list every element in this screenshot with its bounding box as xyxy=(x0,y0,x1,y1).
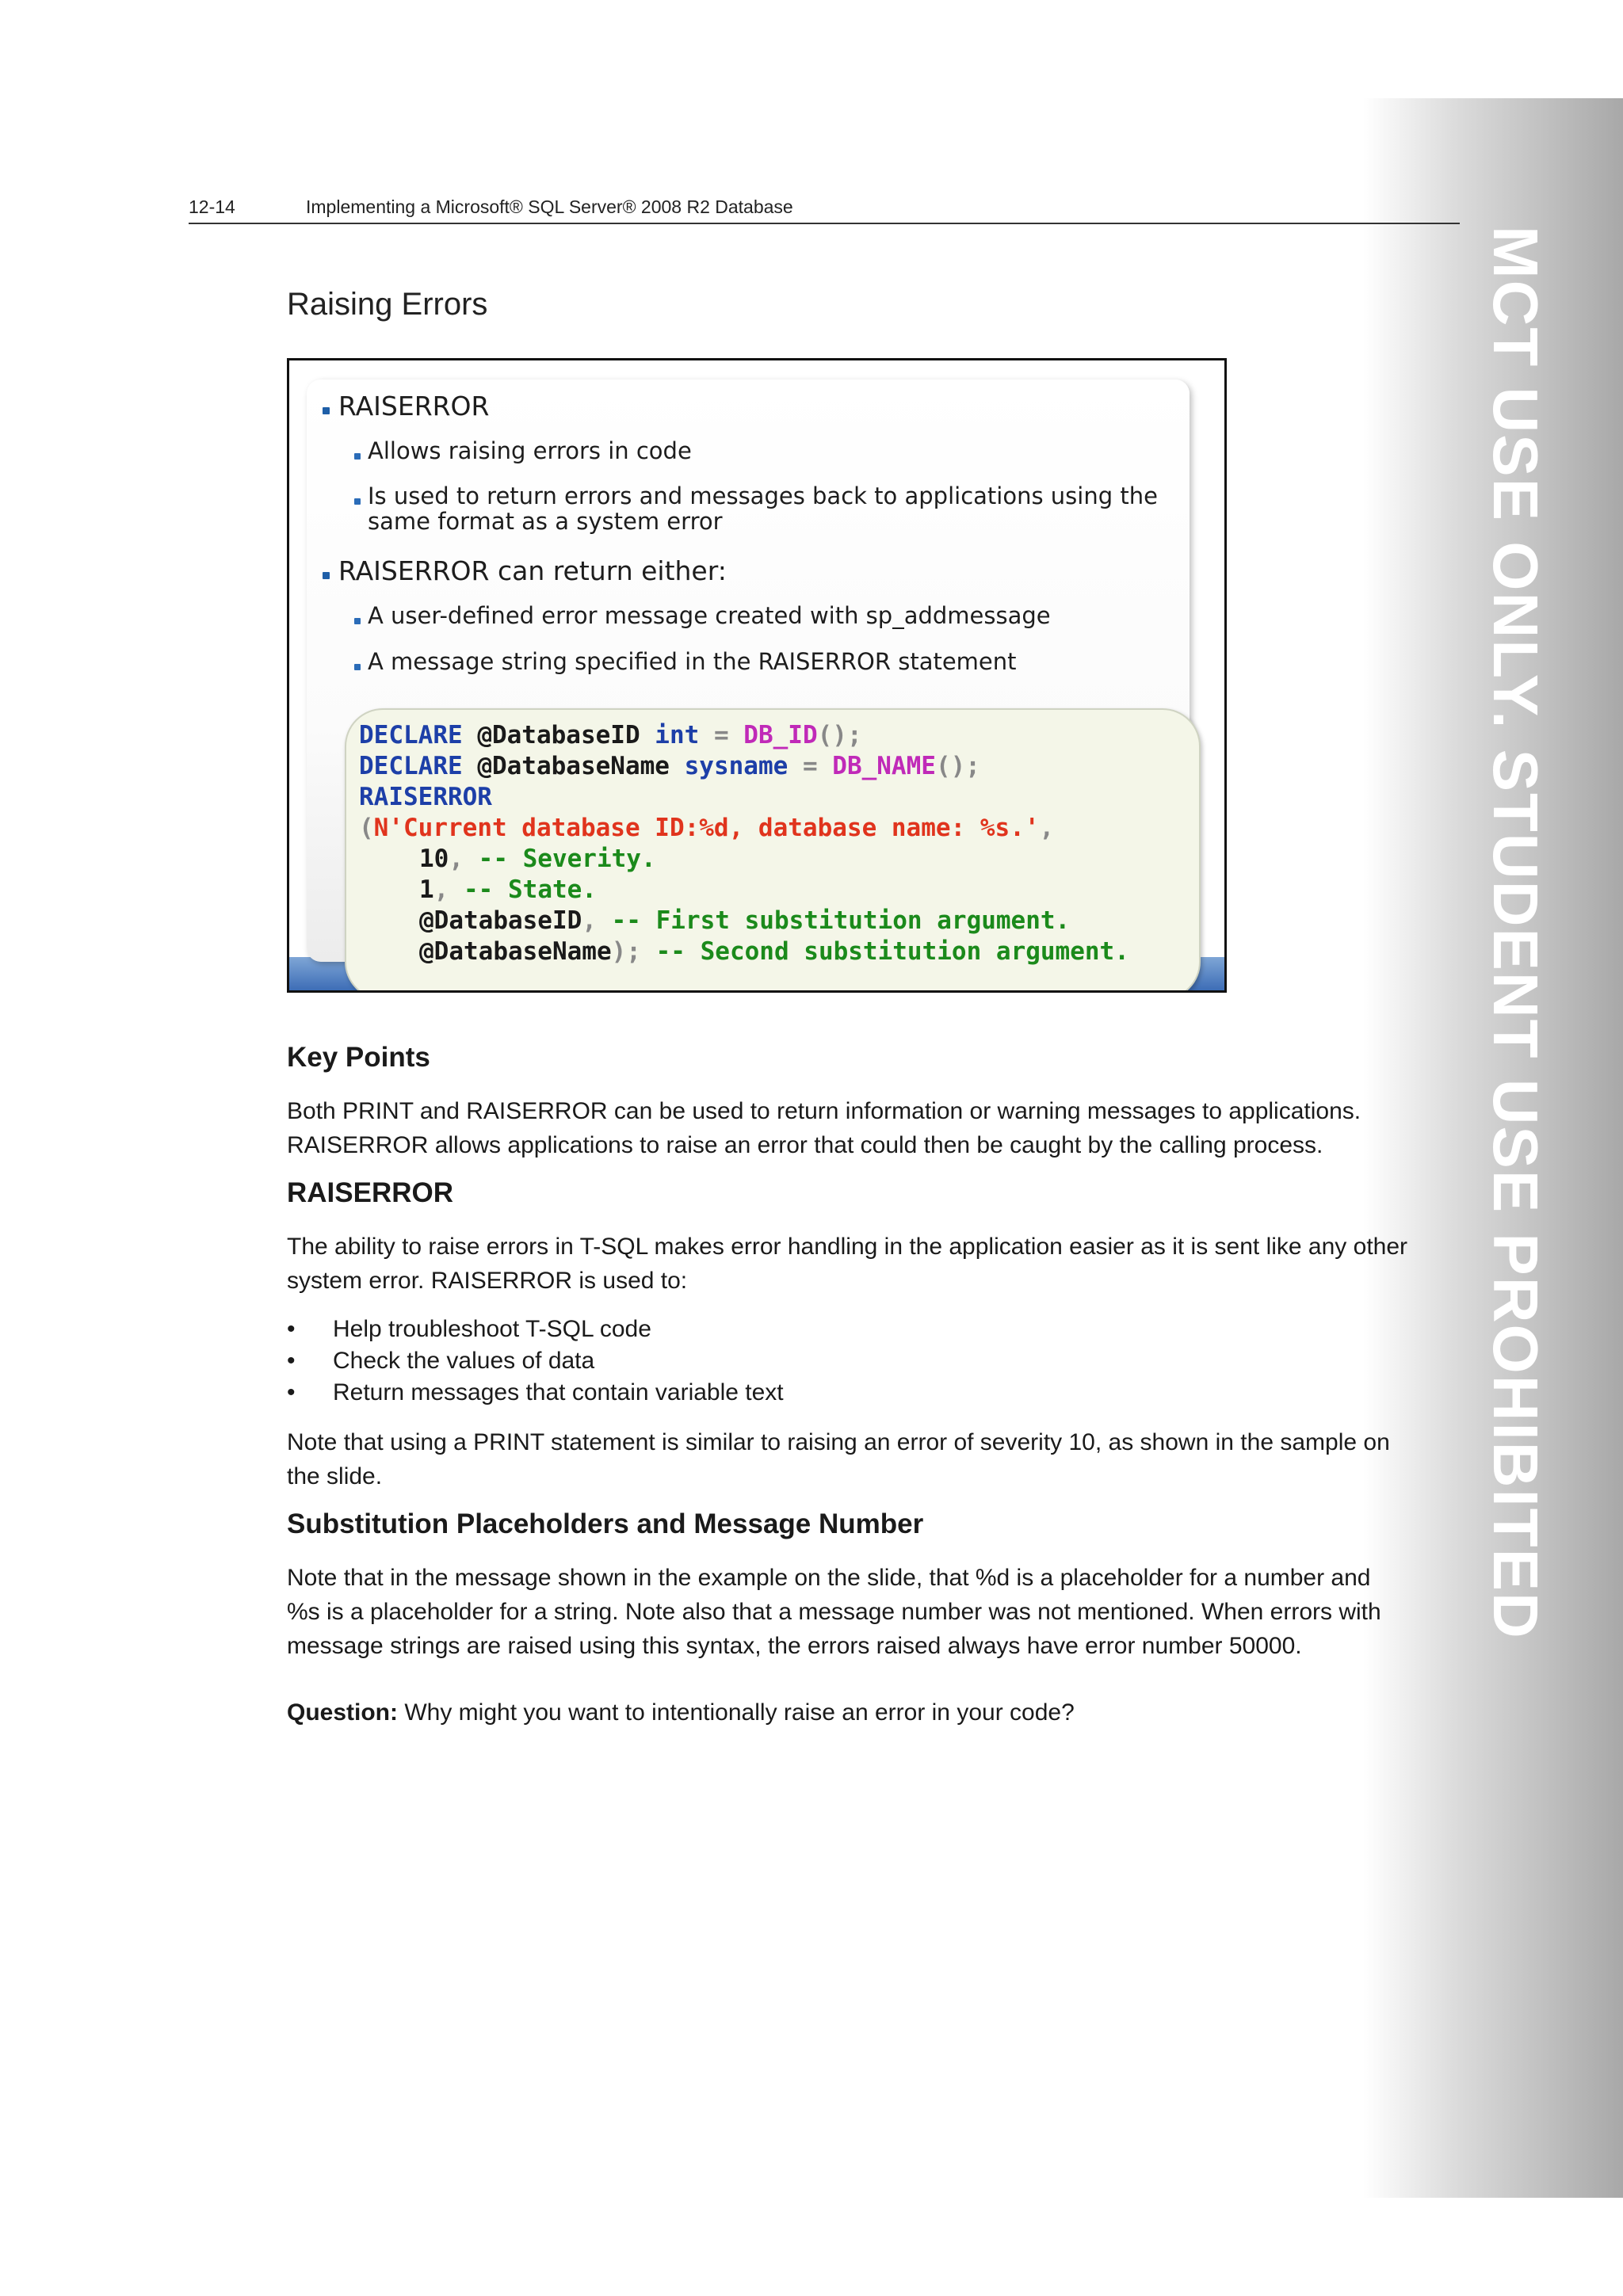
list-item: • Help troubleshoot T-SQL code xyxy=(287,1316,651,1342)
code-line-2: DECLARE @DatabaseName sysname = DB_NAME(); xyxy=(359,752,980,780)
topic-title: Raising Errors xyxy=(287,287,488,322)
code-line-7: @DatabaseID, -- First substitution argument. xyxy=(419,906,1071,935)
slide-bullet-1: RAISERROR xyxy=(338,391,490,421)
placeholders-heading: Substitution Placeholders and Message Number xyxy=(287,1508,924,1539)
bullet-icon: • xyxy=(287,1379,296,1405)
bullet-icon xyxy=(323,572,330,579)
watermark-text: MCT USE ONLY. STUDENT USE PROHIBITED xyxy=(1480,226,1551,1640)
key-points-line: RAISERROR allows applications to raise an error that could then be caught by the calling process. xyxy=(287,1132,1323,1158)
placeholders-line: message strings are raised using this syntax, the errors raised always have error number 50000. xyxy=(287,1633,1302,1659)
placeholders-line: %s is a placeholder for a string. Note also that a message number was not mentioned. When errors with xyxy=(287,1599,1381,1625)
placeholders-line: Note that in the message shown in the example on the slide, that %d is a placeholder for a number and xyxy=(287,1565,1371,1591)
slide-sub-bullet: A message string specified in the RAISERROR statement xyxy=(368,648,1017,675)
code-line-4: (N'Current database ID:%d, database name: %s.', xyxy=(359,814,1055,842)
code-line-8: @DatabaseName); -- Second substitution argument. xyxy=(419,937,1129,966)
code-line-6: 1, -- State. xyxy=(419,875,597,904)
list-item: • Check the values of data xyxy=(287,1348,595,1374)
slide-sub-bullet: A user-defined error message created with sp_addmessage xyxy=(368,602,1051,629)
book-title: Implementing a Microsoft® SQL Server® 2008 R2 Database xyxy=(306,196,793,217)
bullet-icon xyxy=(354,498,361,505)
bullet-icon xyxy=(354,664,361,670)
raiserror-heading: RAISERROR xyxy=(287,1177,454,1208)
code-line-5: 10, -- Severity. xyxy=(419,845,656,873)
slide-card xyxy=(307,379,1190,966)
list-item: • Return messages that contain variable text xyxy=(287,1379,784,1405)
code-line-1: DECLARE @DatabaseID int = DB_ID(); xyxy=(359,721,862,749)
key-points-heading: Key Points xyxy=(287,1042,430,1073)
raiserror-line: The ability to raise errors in T-SQL makes error handling in the application easier as it is sent like any other xyxy=(287,1234,1408,1260)
raiserror-note-line: Note that using a PRINT statement is similar to raising an error of severity 10, as shown in the sample on xyxy=(287,1429,1390,1455)
bullet-icon: • xyxy=(287,1348,296,1374)
raiserror-note-line: the slide. xyxy=(287,1463,383,1489)
slide-sub-bullet: Allows raising errors in code xyxy=(368,437,692,464)
header-rule xyxy=(189,223,1460,224)
key-points-line: Both PRINT and RAISERROR can be used to return information or warning messages to applications. xyxy=(287,1098,1361,1124)
bullet-icon xyxy=(323,407,330,414)
slide-sub-bullet-cont: same format as a system error xyxy=(368,508,723,535)
slide-figure xyxy=(287,358,1227,993)
page-number: 12-14 xyxy=(189,196,235,217)
question xyxy=(287,1695,1075,1730)
bullet-icon xyxy=(354,453,361,460)
code-sample xyxy=(345,708,1201,993)
code-line-3: RAISERROR xyxy=(359,783,492,811)
raiserror-line: system error. RAISERROR is used to: xyxy=(287,1268,688,1294)
bullet-icon xyxy=(354,618,361,624)
question-text: Why might you want to intentionally raise an error in your code? xyxy=(398,1699,1075,1726)
slide-sub-bullet: Is used to return errors and messages back to applications using the xyxy=(368,482,1158,509)
question-label: Question: xyxy=(287,1699,398,1726)
bullet-icon: • xyxy=(287,1316,296,1342)
slide-bullet-2: RAISERROR can return either: xyxy=(338,555,727,586)
